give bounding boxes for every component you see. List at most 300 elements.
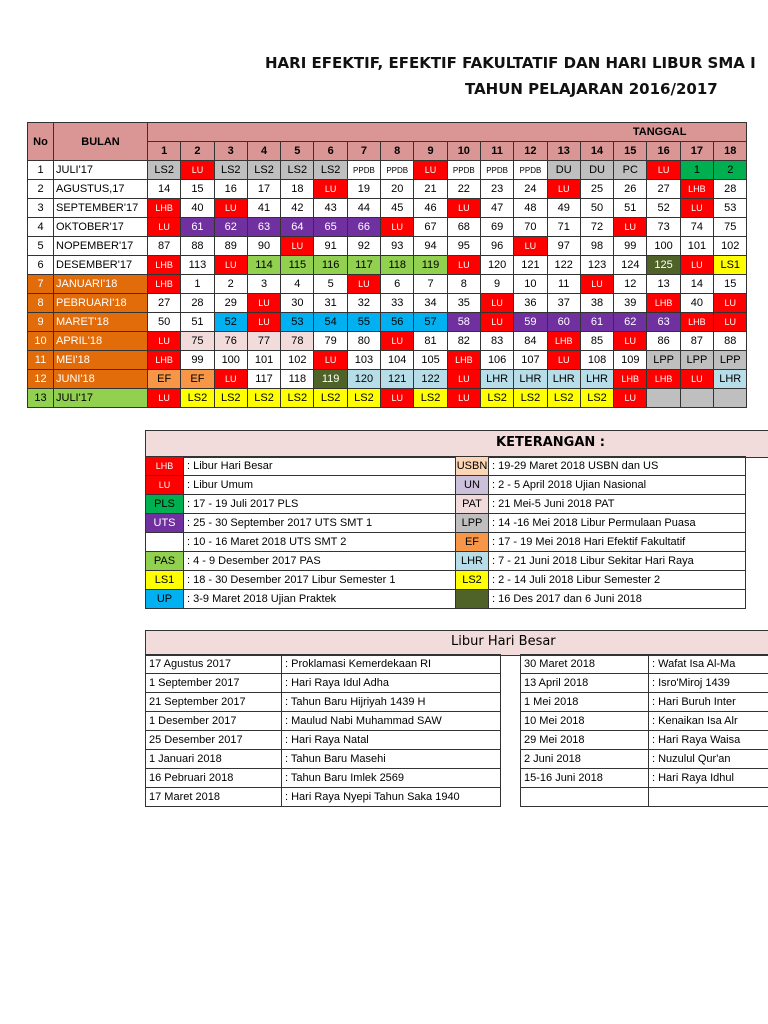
- day-cell: [714, 389, 747, 408]
- month-row: [28, 332, 747, 351]
- holiday-row: [521, 674, 768, 693]
- day-cell: 79: [314, 332, 347, 351]
- holiday-desc: : Proklamasi Kemerdekaan RI: [282, 655, 501, 674]
- day-cell: LS2: [181, 389, 214, 408]
- day-cell: LHR: [547, 370, 580, 389]
- day-cell: LU: [347, 275, 380, 294]
- day-cell: 42: [281, 199, 314, 218]
- day-cell: 63: [647, 313, 680, 332]
- day-header: 11: [480, 142, 513, 161]
- legend-text: : 3-9 Maret 2018 Ujian Praktek: [184, 590, 456, 609]
- month-name: AGUSTUS,17: [54, 180, 148, 199]
- legend-text: : 4 - 9 Desember 2017 PAS: [184, 552, 456, 571]
- day-header: 3: [214, 142, 247, 161]
- legend-code: UP: [146, 590, 184, 609]
- day-cell: LHR: [714, 370, 747, 389]
- day-cell: 50: [148, 313, 181, 332]
- day-cell: 54: [314, 313, 347, 332]
- holiday-row: [146, 674, 501, 693]
- holiday-desc: : Kenaikan Isa Alr: [649, 712, 768, 731]
- holiday-row: [521, 750, 768, 769]
- day-header: 9: [414, 142, 447, 161]
- day-cell: 13: [647, 275, 680, 294]
- day-cell: 47: [480, 199, 513, 218]
- day-cell: 45: [381, 199, 414, 218]
- day-cell: 76: [214, 332, 247, 351]
- day-cell: LHB: [680, 313, 713, 332]
- day-cell: 39: [614, 294, 647, 313]
- day-cell: 116: [314, 256, 347, 275]
- holiday-row: [146, 693, 501, 712]
- holiday-date: 1 Januari 2018: [146, 750, 282, 769]
- day-cell: LU: [247, 313, 280, 332]
- day-cell: 83: [480, 332, 513, 351]
- holiday-date: 1 Desember 2017: [146, 712, 282, 731]
- day-cell: 20: [381, 180, 414, 199]
- day-cell: LHB: [148, 275, 181, 294]
- holiday-date: 21 September 2017: [146, 693, 282, 712]
- day-cell: 55: [347, 313, 380, 332]
- holiday-row: [146, 750, 501, 769]
- day-cell: LS2: [247, 161, 280, 180]
- legend-text: : 19-29 Maret 2018 USBN dan US: [489, 457, 746, 476]
- day-cell: 5: [314, 275, 347, 294]
- day-header: 5: [281, 142, 314, 161]
- legend-text: : 10 - 16 Maret 2018 UTS SMT 2: [184, 533, 456, 552]
- day-header: 1: [148, 142, 181, 161]
- day-cell: 74: [680, 218, 713, 237]
- holiday-date: 15-16 Juni 2018: [521, 769, 649, 788]
- day-cell: 60: [547, 313, 580, 332]
- day-header: 10: [447, 142, 480, 161]
- legend-text: : 17 - 19 Mei 2018 Hari Efektif Fakultatif: [489, 533, 746, 552]
- day-cell: 44: [347, 199, 380, 218]
- day-header: 12: [514, 142, 547, 161]
- legend-code: EF: [456, 533, 489, 552]
- day-cell: LHB: [547, 332, 580, 351]
- day-cell: LU: [480, 294, 513, 313]
- row-number: 9: [28, 313, 54, 332]
- day-cell: 2: [214, 275, 247, 294]
- legend-row: [146, 476, 746, 495]
- legend-code: USBN: [456, 457, 489, 476]
- day-cell: LU: [547, 351, 580, 370]
- keterangan-title: KETERANGAN :: [496, 435, 605, 450]
- row-number: 8: [28, 294, 54, 313]
- legend-code: LU: [146, 476, 184, 495]
- holiday-desc: : Hari Raya Nyepi Tahun Saka 1940: [282, 788, 501, 807]
- holiday-row: [521, 769, 768, 788]
- month-row: [28, 180, 747, 199]
- day-cell: 32: [347, 294, 380, 313]
- day-cell: 120: [480, 256, 513, 275]
- day-cell: 102: [281, 351, 314, 370]
- holiday-date: 1 Mei 2018: [521, 693, 649, 712]
- day-cell: 53: [281, 313, 314, 332]
- holiday-row: [521, 788, 768, 807]
- holiday-date: 2 Juni 2018: [521, 750, 649, 769]
- legend-text: : 18 - 30 Desember 2017 Libur Semester 1: [184, 571, 456, 590]
- day-cell: LPP: [714, 351, 747, 370]
- day-cell: 77: [247, 332, 280, 351]
- month-name: JULI'17: [54, 161, 148, 180]
- day-cell: 57: [414, 313, 447, 332]
- day-cell: 18: [281, 180, 314, 199]
- holiday-row: [146, 731, 501, 750]
- holiday-row: [521, 693, 768, 712]
- holiday-date: 17 Agustus 2017: [146, 655, 282, 674]
- month-row: [28, 256, 747, 275]
- day-cell: 121: [514, 256, 547, 275]
- day-cell: 27: [647, 180, 680, 199]
- day-cell: 66: [347, 218, 380, 237]
- day-cell: LU: [381, 332, 414, 351]
- day-cell: 21: [414, 180, 447, 199]
- day-cell: EF: [148, 370, 181, 389]
- day-cell: 53: [714, 199, 747, 218]
- day-cell: 23: [480, 180, 513, 199]
- day-cell: 61: [580, 313, 613, 332]
- day-cell: LS2: [314, 389, 347, 408]
- header-no: No: [28, 123, 54, 161]
- month-row: [28, 237, 747, 256]
- day-cell: LU: [447, 370, 480, 389]
- legend-code: LS1: [146, 571, 184, 590]
- legend-row: [146, 495, 746, 514]
- legend-row: [146, 552, 746, 571]
- page-title-line2: TAHUN PELAJARAN 2016/2017: [465, 80, 718, 98]
- day-header: 2: [181, 142, 214, 161]
- month-name: DESEMBER'17: [54, 256, 148, 275]
- holiday-date: 29 Mei 2018: [521, 731, 649, 750]
- day-cell: LU: [447, 199, 480, 218]
- libur-right-table: [520, 654, 768, 807]
- day-cell: 108: [580, 351, 613, 370]
- legend-text: : 21 Mei-5 Juni 2018 PAT: [489, 495, 746, 514]
- day-cell: 84: [514, 332, 547, 351]
- day-cell: 62: [614, 313, 647, 332]
- holiday-date: 10 Mei 2018: [521, 712, 649, 731]
- day-cell: 16: [214, 180, 247, 199]
- day-cell: 109: [614, 351, 647, 370]
- day-cell: 52: [214, 313, 247, 332]
- legend-code: PLS: [146, 495, 184, 514]
- month-name: SEPTEMBER'17: [54, 199, 148, 218]
- day-cell: 104: [381, 351, 414, 370]
- day-cell: 22: [447, 180, 480, 199]
- day-cell: 69: [480, 218, 513, 237]
- day-cell: 78: [281, 332, 314, 351]
- day-cell: LU: [314, 351, 347, 370]
- day-cell: LHB: [148, 256, 181, 275]
- month-row: [28, 370, 747, 389]
- keterangan-header: [145, 430, 768, 458]
- legend-code: LS2: [456, 571, 489, 590]
- legend-text: : Libur Hari Besar: [184, 457, 456, 476]
- day-header: 4: [247, 142, 280, 161]
- day-cell: 101: [680, 237, 713, 256]
- day-cell: LU: [647, 161, 680, 180]
- legend-text: : 25 - 30 September 2017 UTS SMT 1: [184, 514, 456, 533]
- day-cell: LU: [714, 313, 747, 332]
- page-title-line1: HARI EFEKTIF, EFEKTIF FAKULTATIF DAN HARI LIBUR SMA I: [265, 54, 756, 72]
- day-cell: 63: [247, 218, 280, 237]
- header-tanggal: TANGGAL: [148, 123, 747, 142]
- day-cell: 46: [414, 199, 447, 218]
- day-cell: LU: [281, 237, 314, 256]
- day-cell: LS2: [214, 389, 247, 408]
- holiday-desc: : Tahun Baru Hijriyah 1439 H: [282, 693, 501, 712]
- holiday-desc: : Tahun Baru Imlek 2569: [282, 769, 501, 788]
- day-cell: LHB: [148, 351, 181, 370]
- month-name: JULI'17: [54, 389, 148, 408]
- day-cell: 1: [680, 161, 713, 180]
- calendar-table: [27, 122, 747, 408]
- day-cell: LS2: [580, 389, 613, 408]
- day-cell: LS2: [281, 161, 314, 180]
- legend-row: [146, 533, 746, 552]
- day-cell: LU: [247, 294, 280, 313]
- day-cell: 61: [181, 218, 214, 237]
- day-cell: 75: [181, 332, 214, 351]
- day-header: 14: [580, 142, 613, 161]
- day-cell: 68: [447, 218, 480, 237]
- day-header: 13: [547, 142, 580, 161]
- day-cell: LHB: [447, 351, 480, 370]
- holiday-desc: : Hari Raya Idhul: [649, 769, 768, 788]
- day-header: 17: [680, 142, 713, 161]
- day-cell: 97: [547, 237, 580, 256]
- month-name: OKTOBER'17: [54, 218, 148, 237]
- day-cell: 30: [281, 294, 314, 313]
- row-number: 5: [28, 237, 54, 256]
- day-cell: LPP: [680, 351, 713, 370]
- day-cell: 33: [381, 294, 414, 313]
- day-cell: LU: [580, 275, 613, 294]
- day-cell: LS2: [314, 161, 347, 180]
- holiday-desc: : Hari Buruh Inter: [649, 693, 768, 712]
- day-cell: 12: [614, 275, 647, 294]
- day-cell: 6: [381, 275, 414, 294]
- day-cell: 122: [547, 256, 580, 275]
- day-cell: LU: [680, 199, 713, 218]
- legend-text: : Libur Umum: [184, 476, 456, 495]
- day-cell: 14: [148, 180, 181, 199]
- day-cell: 95: [447, 237, 480, 256]
- day-cell: LS2: [480, 389, 513, 408]
- day-cell: 124: [614, 256, 647, 275]
- day-cell: LHB: [614, 370, 647, 389]
- day-cell: LU: [547, 180, 580, 199]
- day-cell: 81: [414, 332, 447, 351]
- day-cell: 38: [580, 294, 613, 313]
- header-bulan: BULAN: [54, 123, 148, 161]
- day-cell: 92: [347, 237, 380, 256]
- day-cell: 102: [714, 237, 747, 256]
- row-number: 4: [28, 218, 54, 237]
- holiday-date: 16 Pebruari 2018: [146, 769, 282, 788]
- month-name: JANUARI'18: [54, 275, 148, 294]
- day-cell: 70: [514, 218, 547, 237]
- day-cell: 10: [514, 275, 547, 294]
- day-cell: LU: [447, 256, 480, 275]
- day-cell: LU: [181, 161, 214, 180]
- holiday-row: [521, 712, 768, 731]
- row-number: 10: [28, 332, 54, 351]
- day-cell: LS2: [247, 389, 280, 408]
- row-number: 2: [28, 180, 54, 199]
- day-cell: 106: [480, 351, 513, 370]
- day-cell: 123: [580, 256, 613, 275]
- day-cell: PPDB: [480, 161, 513, 180]
- day-cell: 118: [381, 256, 414, 275]
- day-cell: LHB: [647, 370, 680, 389]
- day-cell: 37: [547, 294, 580, 313]
- day-cell: 80: [347, 332, 380, 351]
- day-header: 18: [714, 142, 747, 161]
- legend-text: : 7 - 21 Juni 2018 Libur Sekitar Hari Raya: [489, 552, 746, 571]
- legend-code: LHB: [146, 457, 184, 476]
- day-cell: 72: [580, 218, 613, 237]
- row-number: 1: [28, 161, 54, 180]
- day-cell: LU: [680, 370, 713, 389]
- day-cell: LU: [514, 237, 547, 256]
- month-row: [28, 389, 747, 408]
- keterangan-table: [145, 456, 746, 609]
- day-cell: 65: [314, 218, 347, 237]
- day-cell: 67: [414, 218, 447, 237]
- day-cell: 107: [514, 351, 547, 370]
- day-cell: DU: [580, 161, 613, 180]
- day-cell: LU: [480, 313, 513, 332]
- month-row: [28, 161, 747, 180]
- day-cell: 99: [181, 351, 214, 370]
- month-name: MEI'18: [54, 351, 148, 370]
- day-cell: 17: [247, 180, 280, 199]
- day-cell: PPDB: [514, 161, 547, 180]
- day-cell: 4: [281, 275, 314, 294]
- holiday-desc: : Hari Raya Natal: [282, 731, 501, 750]
- day-cell: 88: [714, 332, 747, 351]
- day-cell: PC: [614, 161, 647, 180]
- day-cell: 26: [614, 180, 647, 199]
- legend-text: : 17 - 19 Juli 2017 PLS: [184, 495, 456, 514]
- month-name: NOPEMBER'17: [54, 237, 148, 256]
- holiday-row: [521, 655, 768, 674]
- holiday-desc: : Tahun Baru Masehi: [282, 750, 501, 769]
- legend-code: UN: [456, 476, 489, 495]
- month-row: [28, 351, 747, 370]
- legend-code: PAT: [456, 495, 489, 514]
- day-cell: LU: [148, 218, 181, 237]
- legend-code: [456, 590, 489, 609]
- month-row: [28, 218, 747, 237]
- day-cell: 117: [347, 256, 380, 275]
- day-cell: 15: [714, 275, 747, 294]
- day-cell: 90: [247, 237, 280, 256]
- day-cell: LS1: [714, 256, 747, 275]
- day-cell: 91: [314, 237, 347, 256]
- day-cell: LHR: [514, 370, 547, 389]
- day-cell: 25: [580, 180, 613, 199]
- day-cell: LS2: [514, 389, 547, 408]
- day-cell: LU: [714, 294, 747, 313]
- day-cell: 99: [614, 237, 647, 256]
- day-cell: 51: [614, 199, 647, 218]
- day-cell: 31: [314, 294, 347, 313]
- legend-row: [146, 514, 746, 533]
- day-cell: 24: [514, 180, 547, 199]
- day-header: 8: [381, 142, 414, 161]
- day-cell: LU: [614, 218, 647, 237]
- day-cell: 11: [547, 275, 580, 294]
- day-cell: 125: [647, 256, 680, 275]
- holiday-date: 30 Maret 2018: [521, 655, 649, 674]
- day-cell: 3: [247, 275, 280, 294]
- day-cell: LS2: [281, 389, 314, 408]
- row-number: 7: [28, 275, 54, 294]
- day-cell: 35: [447, 294, 480, 313]
- legend-text: : 2 - 5 April 2018 Ujian Nasional: [489, 476, 746, 495]
- day-header: 15: [614, 142, 647, 161]
- month-name: PEBRUARI'18: [54, 294, 148, 313]
- day-cell: 9: [480, 275, 513, 294]
- day-cell: 121: [381, 370, 414, 389]
- row-number: 11: [28, 351, 54, 370]
- legend-row: [146, 457, 746, 476]
- day-cell: LHR: [580, 370, 613, 389]
- day-cell: LU: [148, 332, 181, 351]
- month-name: MARET'18: [54, 313, 148, 332]
- day-cell: 71: [547, 218, 580, 237]
- day-cell: 19: [347, 180, 380, 199]
- day-cell: LU: [381, 218, 414, 237]
- holiday-desc: : Nuzulul Qur'an: [649, 750, 768, 769]
- row-number: 13: [28, 389, 54, 408]
- day-cell: LU: [381, 389, 414, 408]
- holiday-row: [146, 788, 501, 807]
- day-cell: 7: [414, 275, 447, 294]
- day-cell: 29: [214, 294, 247, 313]
- legend-code: LPP: [456, 514, 489, 533]
- day-cell: 87: [148, 237, 181, 256]
- day-cell: 100: [647, 237, 680, 256]
- day-cell: 36: [514, 294, 547, 313]
- day-cell: 64: [281, 218, 314, 237]
- day-cell: 93: [381, 237, 414, 256]
- day-cell: 75: [714, 218, 747, 237]
- day-cell: 41: [247, 199, 280, 218]
- day-cell: 51: [181, 313, 214, 332]
- legend-code: [146, 533, 184, 552]
- day-cell: 59: [514, 313, 547, 332]
- holiday-desc: [649, 788, 768, 807]
- holiday-row: [146, 769, 501, 788]
- legend-row: [146, 590, 746, 609]
- day-cell: LU: [414, 161, 447, 180]
- day-cell: PPDB: [347, 161, 380, 180]
- day-cell: 119: [414, 256, 447, 275]
- month-name: APRIL'18: [54, 332, 148, 351]
- day-cell: 28: [181, 294, 214, 313]
- month-row: [28, 313, 747, 332]
- row-number: 6: [28, 256, 54, 275]
- holiday-desc: : Hari Raya Waisa: [649, 731, 768, 750]
- month-row: [28, 199, 747, 218]
- legend-text: : 2 - 14 Juli 2018 Libur Semester 2: [489, 571, 746, 590]
- day-cell: LS2: [214, 161, 247, 180]
- day-cell: 89: [214, 237, 247, 256]
